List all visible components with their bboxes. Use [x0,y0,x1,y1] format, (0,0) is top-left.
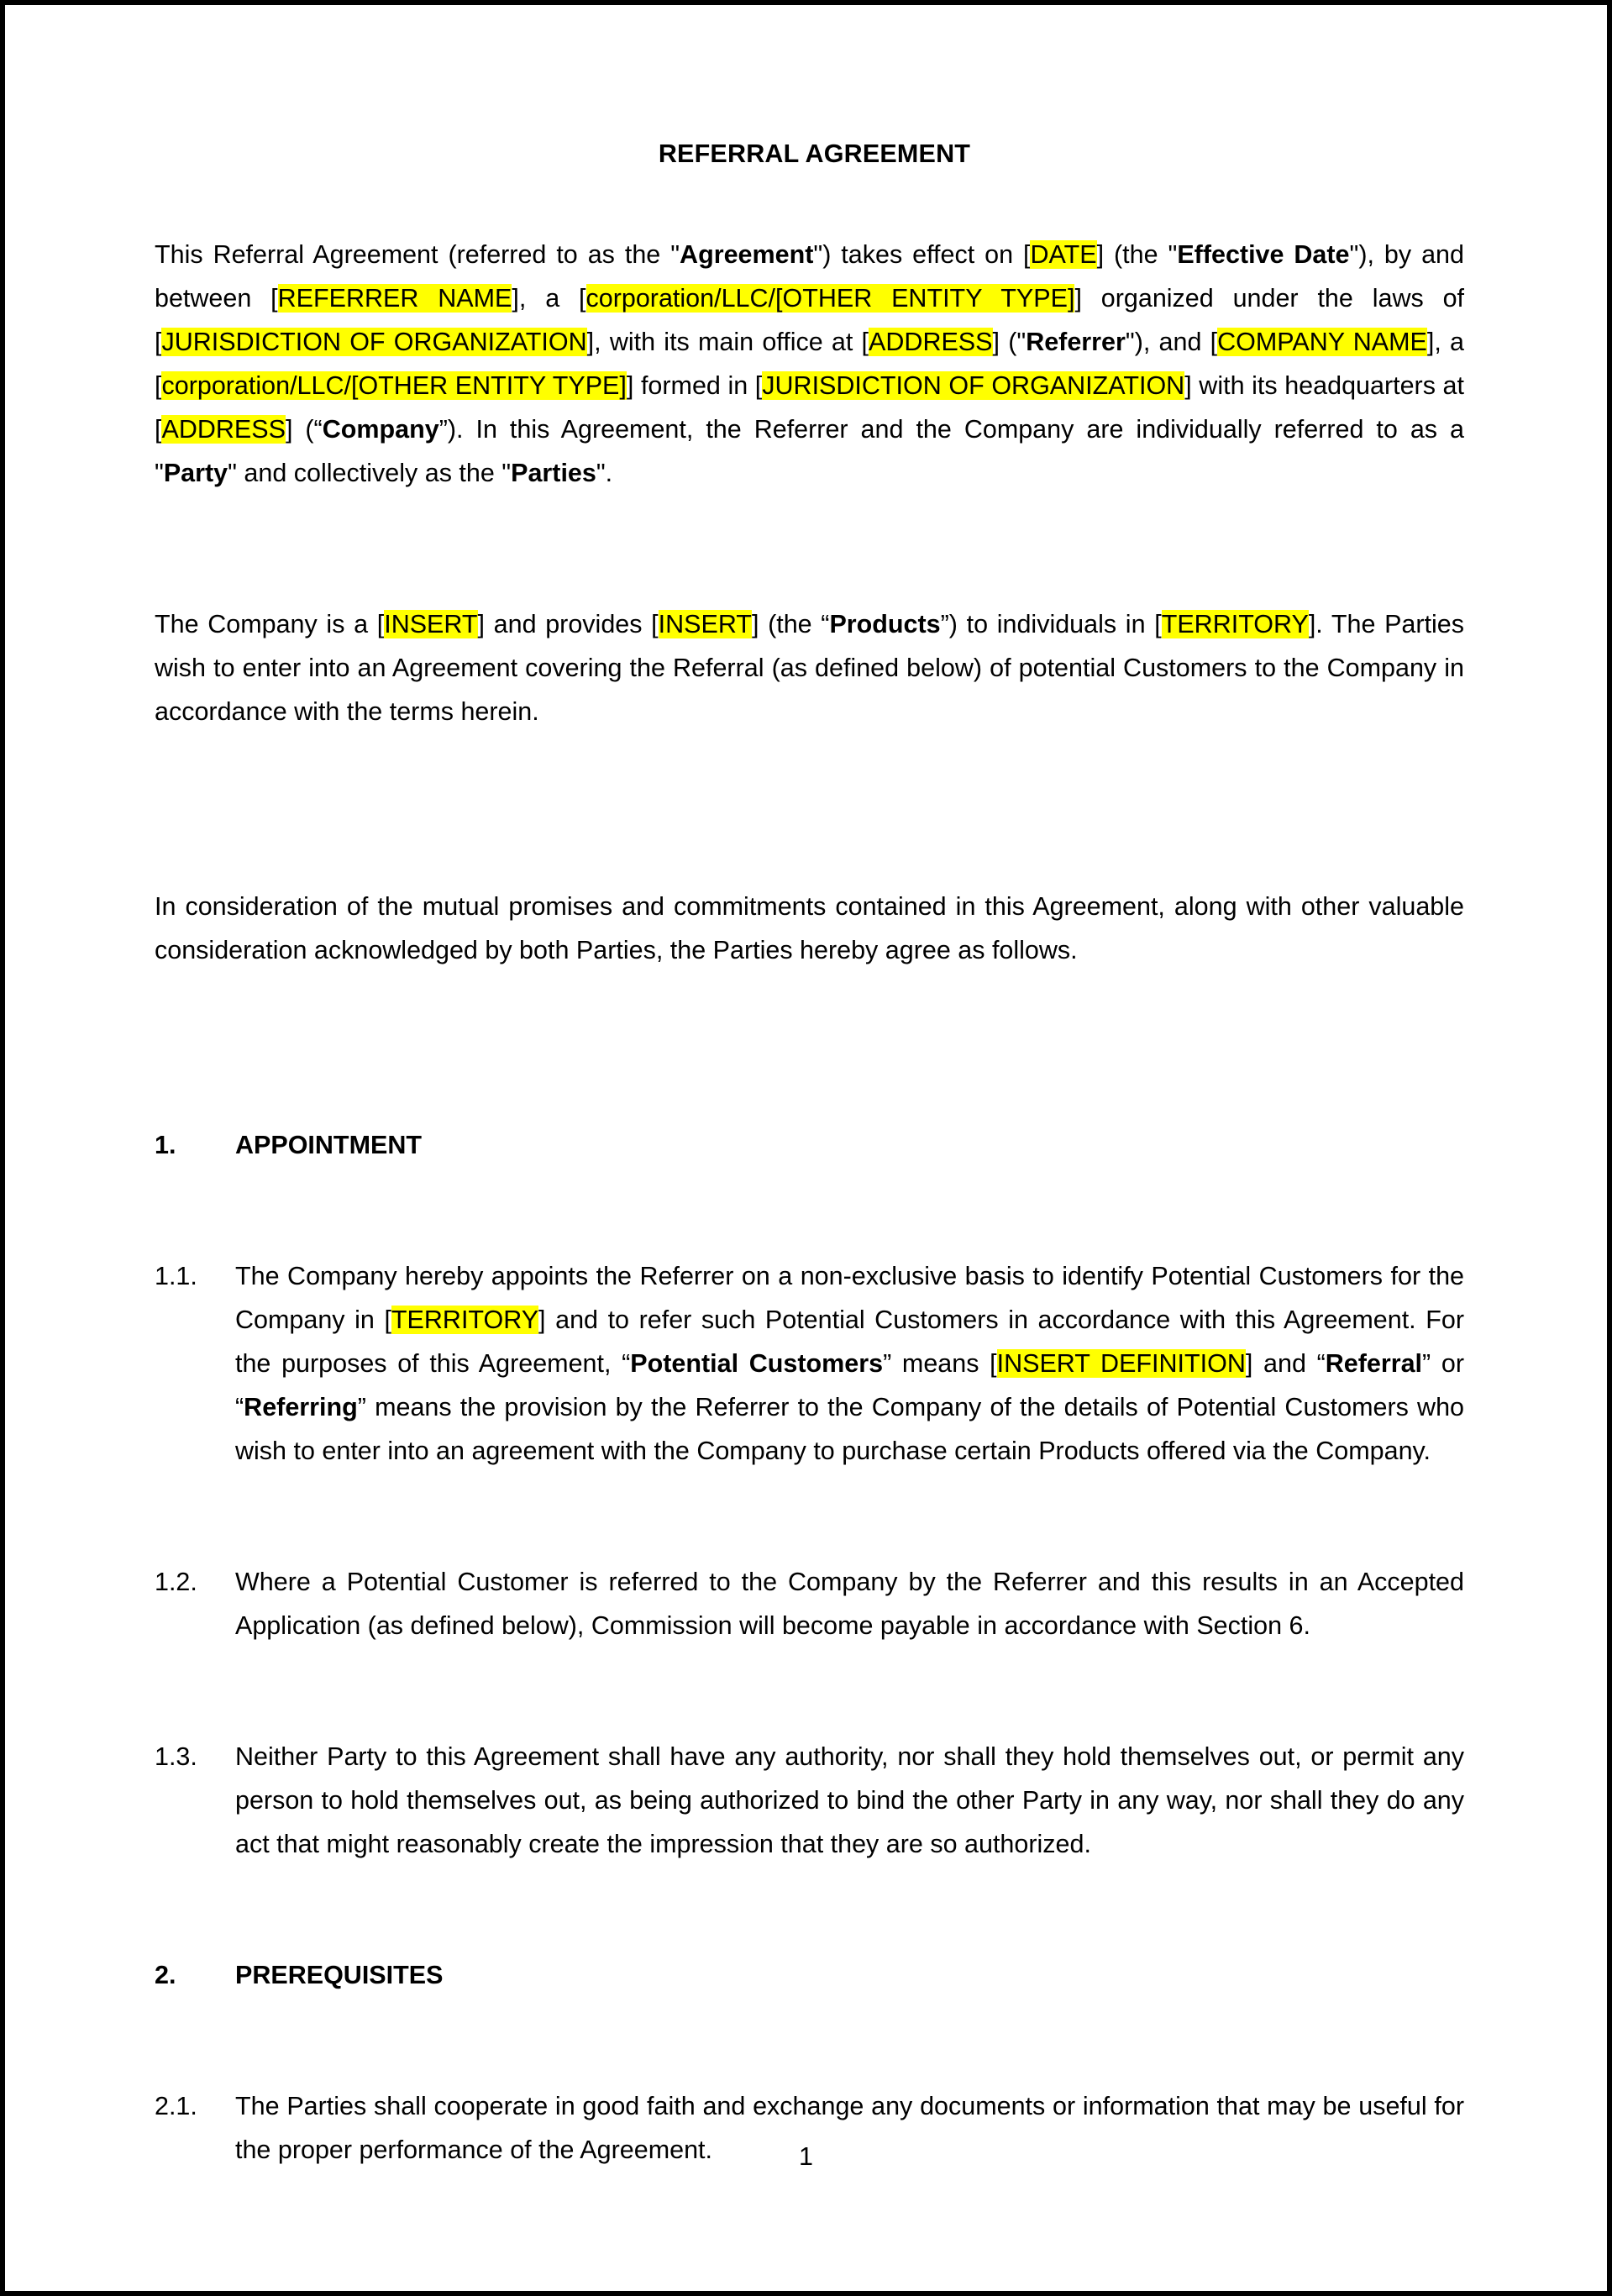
placeholder-referrer-jurisdiction: JURISDICTION OF ORGANIZATION [161,328,587,356]
page-title: REFERRAL AGREEMENT [658,139,971,168]
placeholder-territory: TERRITORY [391,1306,539,1334]
text-run: ] and “ [1245,1349,1326,1378]
text-run: ] (the " [1096,240,1178,269]
preamble-paragraph-3 [155,885,1464,972]
section-spacer [155,972,1464,1080]
text-run: ], with its main office at [ [586,328,869,356]
placeholder-company-jurisdiction: JURISDICTION OF ORGANIZATION [762,371,1185,400]
preamble-paragraph-1 [155,233,1464,495]
heading-spacer [155,1167,1464,1254]
section-heading-prerequisites [155,1953,1464,1997]
text-run: ] and to refer such Potential Customers in accordance with this Agreement. For the purposes of this Agreement, “ [235,1306,1464,1378]
section-title: APPOINTMENT [235,1131,422,1159]
paragraph-spacer [155,733,1464,841]
section-spacer [155,1866,1464,1953]
heading-spacer [155,1997,1464,2084]
text-run: ” means the provision by the Referrer to the Company of the details of Potential Customers who wish to enter into an agreement with the Company to purchase certain Products offered via the Company. [235,1393,1464,1465]
defined-term-agreement: Agreement [680,240,814,269]
text-run: ], a [ [155,328,1465,400]
text-run: This Referral Agreement (referred to as the " [155,240,680,269]
clause-spacer [155,1473,1464,1560]
section-number: 1. [155,1131,176,1159]
text-run: ]. The Parties wish to enter into an Agreement covering the Referral (as defined below) of potential Customers to the Company in accordance with the terms herein. [155,610,1465,726]
placeholder-date: DATE [1030,240,1097,269]
clause-number: 1.1. [155,1262,197,1290]
text-run: ] formed in [ [626,371,763,400]
text-run: "), and [ [1125,328,1218,356]
placeholder-company-entity-type: corporation/LLC/[OTHER ENTITY TYPE] [161,371,627,400]
text-run: In consideration of the mutual promises and commitments contained in this Agreement, along with other valuable consideration acknowledged by both Parties, the Parties hereby agree as follows. [155,892,1464,964]
defined-term-referring: Referring [244,1393,358,1421]
defined-term-effective-date: Effective Date [1177,240,1350,269]
clause-spacer [155,1647,1464,1735]
text-run: The Company hereby appoints the Referrer on a non-exclusive basis to identify Potential Customers for the Company in [ [235,1262,1464,1334]
section-number: 2. [155,1961,176,1989]
defined-term-party: Party [163,459,228,487]
clause-1-1 [155,1254,1464,1473]
text-run: ] organized under the laws of [ [155,284,1465,356]
clause-1-2 [155,1560,1464,1647]
text-run: ”) to individuals in [ [940,610,1162,638]
clause-text: Neither Party to this Agreement shall have any authority, nor shall they hold themselves out, or permit any person to hold themselves out, as being authorized to bind the other Party in any way, nor shall they do any act that might reasonably create the impression that they are so authorized. [235,1742,1464,1858]
text-run: "), by and between [ [155,240,1464,313]
section-heading-appointment [155,1123,1464,1167]
clause-text: Where a Potential Customer is referred to the Company by the Referrer and this results in an Accepted Application (as defined below), Commission will become payable in accordance with Section 6. [235,1568,1464,1640]
section-title: PREREQUISITES [235,1961,444,1989]
placeholder-territory: TERRITORY [1161,610,1309,638]
placeholder-referrer-name: REFERRER NAME [277,284,512,313]
text-run: ” or “ [235,1349,1464,1421]
defined-term-products: Products [829,610,941,638]
clause-text: The Parties shall cooperate in good faith and exchange any documents or information that may be useful for the proper performance of the Agreement. [235,2092,1464,2164]
paragraph-spacer [155,841,1464,885]
placeholder-products: INSERT [658,610,752,638]
clause-text [235,1254,1464,1473]
page-content-area [5,5,1607,2291]
text-run: ") takes effect on [ [813,240,1031,269]
text-run: ” means [ [883,1349,997,1378]
placeholder-company-address: ADDRESS [161,415,286,444]
preamble-paragraph-2 [155,602,1464,733]
paragraph-spacer [155,495,1464,602]
defined-term-referral: Referral [1325,1349,1423,1378]
placeholder-company-name: COMPANY NAME [1217,328,1427,356]
text-run: ] (the “ [751,610,830,638]
clause-1-3 [155,1735,1464,1866]
placeholder-insert-definition: INSERT DEFINITION [996,1349,1246,1378]
clause-number: 1.3. [155,1742,197,1771]
placeholder-referrer-address: ADDRESS [869,328,993,356]
text-run: ] and provides [ [477,610,659,638]
text-run: ". [596,459,613,487]
placeholder-referrer-entity-type: corporation/LLC/[OTHER ENTITY TYPE] [585,284,1075,313]
text-run: ”). In this Agreement, the Referrer and the Company are individually referred to as a " [155,415,1464,487]
defined-term-parties: Parties [511,459,596,487]
clause-number: 2.1. [155,2092,197,2120]
clause-number: 1.2. [155,1568,197,1596]
text-run: ] (" [992,328,1027,356]
text-run: The Company is a [ [155,610,385,638]
defined-term-potential-customers: Potential Customers [630,1349,884,1378]
text-run: ] (“ [285,415,323,444]
text-run: ], a [ [512,284,586,313]
text-run: ] with its headquarters at [ [155,371,1464,444]
page-number-footer: 1 [799,2142,813,2171]
defined-term-referrer: Referrer [1026,328,1126,356]
text-run: " and collectively as the " [228,459,512,487]
defined-term-company: Company [322,415,439,444]
section-spacer [155,1080,1464,1123]
placeholder-company-type: INSERT [384,610,478,638]
